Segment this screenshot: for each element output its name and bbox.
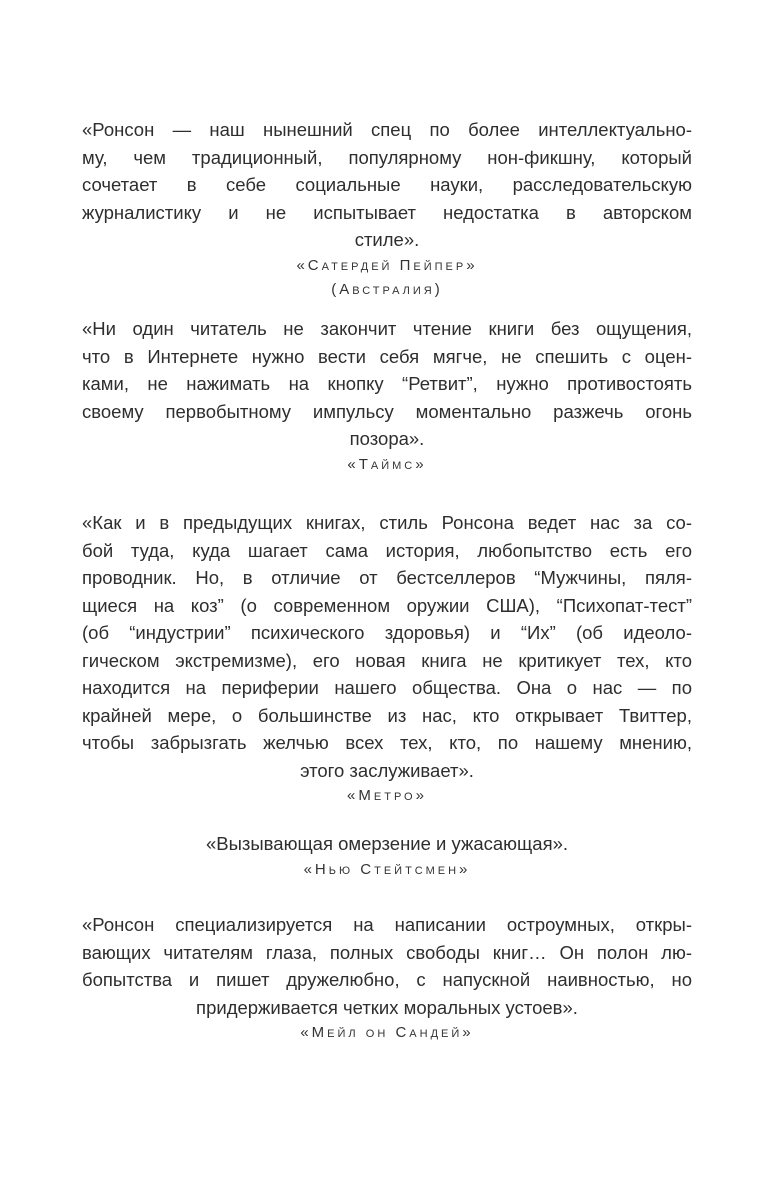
quote-line: «Ронсон — наш нынешний спец по более интеллектуально- (82, 119, 692, 140)
quote-line: находится на периферии нашего общества. Она о нас — по (82, 677, 692, 698)
review-quote (82, 911, 692, 1045)
quote-line: «Ни один читатель не закончит чтение книги без ощущения, (82, 318, 692, 339)
quote-line: чтобы забрызгать желчью всех тех, кто, по нашему мнению, (82, 732, 692, 753)
quote-line: журналистику и не испытывает недостатка в авторском (82, 201, 692, 223)
quote-line: позора». (349, 428, 425, 449)
quote-line: гическом экстремизме), его новая книга не критикует тех, кто (82, 649, 692, 671)
quote-source: «Нью Стейтсмен» (303, 860, 471, 878)
quote-line: крайней мере, о большинстве из нас, кто открывает Твиттер, (82, 704, 692, 726)
quote-line: бой туда, куда шагает сама история, любопытство есть его (82, 539, 692, 561)
review-quote (82, 116, 692, 302)
quote-line: (об “индустрии” психического здоровья) и “Их” (об идеоло- (82, 622, 692, 643)
review-quote (82, 315, 692, 477)
quote-line: «Вызывающая омерзение и ужасающая». (205, 833, 569, 854)
quote-source: (Австралия) (331, 280, 443, 298)
quote-source: «Метро» (347, 787, 427, 804)
quote-source: «Таймс» (347, 455, 427, 473)
quote-line: своему первобытному импульсу моментально разжечь огонь (82, 400, 692, 422)
quote-line: что в Интернете нужно вести себя мягче, не спешить с оцен- (82, 345, 692, 367)
quote-line: «Как и в предыдущих книгах, стиль Ронсона ведет нас за со- (82, 512, 692, 533)
quote-line: щиеся на коз” (о современном оружии США), “Психопат-тест” (82, 594, 692, 616)
quote-line: ками, не нажимать на кнопку “Ретвит”, нужно противостоять (82, 373, 692, 394)
review-quote (82, 830, 692, 882)
quote-line: бопытства и пишет дружелюбно, с напускной наивностью, но (82, 969, 692, 990)
review-quote (82, 509, 692, 808)
quote-line: сочетает в себе социальные науки, расследовательскую (82, 174, 692, 195)
quote-line: проводник. Но, в отличие от бестселлеров “Мужчины, пяля- (82, 567, 692, 588)
quote-line: придерживается четких моральных устоев». (196, 996, 578, 1018)
quote-source: «Мейл он Сандей» (300, 1024, 474, 1041)
quote-line: «Ронсон специализируется на написании остроумных, откры- (82, 914, 692, 935)
quote-line: стиле». (354, 229, 420, 250)
quote-line: му, чем традиционный, популярному нон-фикшну, который (82, 146, 692, 168)
quote-line: вающих читателям глаза, полных свободы книг… Он полон лю- (82, 941, 692, 963)
quote-source: «Сатердей Пейпер» (296, 256, 478, 274)
quote-line: этого заслуживает». (300, 759, 474, 781)
